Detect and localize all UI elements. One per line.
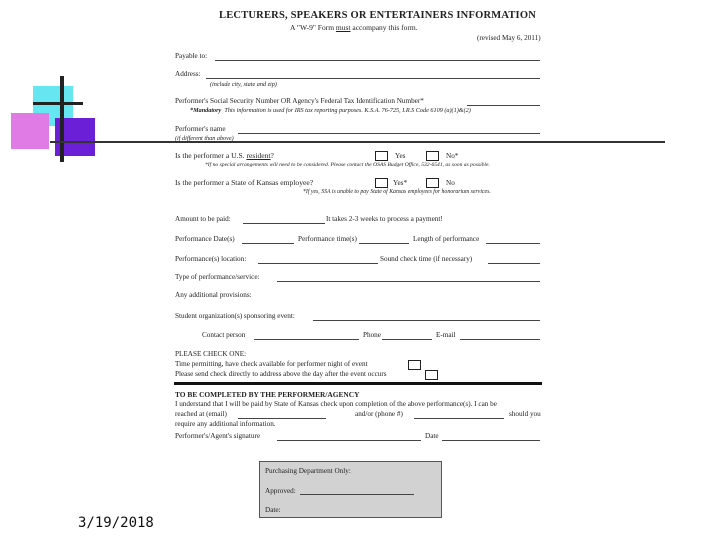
payable-field[interactable] [215,60,540,61]
magenta-square [11,113,49,149]
location-field[interactable] [258,263,378,264]
purchasing-title: Purchasing Department Only: [265,467,351,475]
length-field[interactable] [486,243,540,244]
org-label: Student organization(s) sponsoring event: [175,312,295,320]
resident-q-word: resident [246,151,271,160]
subtitle-text-2: accompany this form. [350,23,418,32]
sound-check-label: Sound check time (if necessary) [380,255,473,263]
agreement-should-you: should you [509,410,541,418]
section-title: TO BE COMPLETED BY THE PERFORMER/AGENCY [175,390,360,399]
horizontal-bar [33,102,83,105]
agreement-line1: I understand that I will be paid by State of Kansas check upon completion of the above performance(s). I can be [175,400,497,408]
perf-times-field[interactable] [359,243,409,244]
form-title: LECTURERS, SPEAKERS OR ENTERTAINERS INFORMATION [219,10,536,21]
agreement-phone-label: and/or (phone #) [355,410,403,418]
resident-q-text: Is the performer a U.S. [175,151,247,160]
resident-question [175,152,274,160]
sound-check-field[interactable] [488,263,540,264]
kansas-no-checkbox[interactable] [426,178,439,188]
resident-no-label: No* [446,152,459,160]
date-field[interactable] [442,440,540,441]
address-label: Address: [175,70,201,78]
name-hint: (if different than above) [175,135,234,142]
resident-q-mark: ? [270,151,274,160]
mandatory-note [190,108,471,114]
purchasing-box [259,461,442,518]
kansas-yes-checkbox[interactable] [375,178,388,188]
contact-field[interactable] [254,339,359,340]
slide-date: 3/19/2018 [78,515,154,531]
resident-yes-label: Yes [395,152,406,160]
performer-name-field[interactable] [238,133,540,134]
option2-checkbox[interactable] [425,370,438,380]
agreement-email-label: reached at (email) [175,410,227,418]
perf-dates-label: Performance Date(s) [175,235,235,243]
purchasing-date-label: Date: [265,506,281,514]
agreement-line3: require any additional information. [175,420,276,428]
address-field[interactable] [206,78,540,79]
phone-field[interactable] [382,339,432,340]
purchasing-approved-label: Approved: [265,487,296,495]
signature-label: Performer's/Agent's signature [175,432,261,440]
kansas-note: *If yes, SSA is unable to pay State of Kansas employees for honorarium services. [303,189,491,195]
org-field[interactable] [313,320,540,321]
agreement-email-field[interactable] [238,418,326,419]
performer-name-label: Performer's name [175,125,226,133]
check-one-label: PLEASE CHECK ONE: [175,350,247,358]
provisions-label: Any additional provisions: [175,291,252,299]
type-field[interactable] [277,281,540,282]
subtitle-must: must [335,23,351,32]
kansas-question: Is the performer a State of Kansas employee? [175,178,314,187]
option1-label: Time permitting, have check available for performer night of event [175,360,368,368]
purchasing-approved-field[interactable] [300,494,414,495]
section-rule [174,382,542,385]
ssn-label: Performer's Social Security Number OR Agency's Federal Tax Identification Number* [175,97,424,105]
mandatory-label: *Mandatory [190,107,222,114]
contact-label: Contact person [202,331,246,339]
amount-label: Amount to be paid: [175,215,231,223]
amount-note: It takes 2-3 weeks to process a payment! [326,215,443,223]
date-label: Date [425,432,439,440]
type-label: Type of performance/service: [175,273,260,281]
mandatory-text: This information is used for IRS tax reporting purposes. K.S.A. 76-725, I.R.S Code 6109 (a)(1)&(2) [224,107,471,114]
ssn-field[interactable] [467,105,540,106]
form-subtitle [290,24,418,32]
signature-field[interactable] [277,440,421,441]
perf-times-label: Performance time(s) [298,235,357,243]
subtitle-text-1: A "W-9" Form [290,23,336,32]
location-label: Performance(s) location: [175,255,247,263]
kansas-no-label: No [446,179,455,187]
resident-no-checkbox[interactable] [426,151,439,161]
revised-date: (revised May 6, 2011) [477,34,541,42]
agreement-phone-field[interactable] [414,418,504,419]
form-document [170,0,555,540]
resident-yes-checkbox[interactable] [375,151,388,161]
resident-note: *If no special arrangements will need to be considered. Please contact the OSAS Budget Office, 532-6541, as soon as possible. [205,162,490,168]
vertical-bar [60,76,64,162]
payable-label: Payable to: [175,52,208,60]
option2-label: Please send check directly to address above the day after the event occurs [175,370,387,378]
email-label: E-mail [436,331,456,339]
email-field[interactable] [460,339,540,340]
kansas-yes-label: Yes* [393,179,408,187]
address-hint: (include city, state and zip) [210,81,277,88]
phone-label: Phone [363,331,381,339]
option1-checkbox[interactable] [408,360,421,370]
length-label: Length of performance [413,235,480,243]
perf-dates-field[interactable] [242,243,294,244]
amount-field[interactable] [243,223,325,224]
